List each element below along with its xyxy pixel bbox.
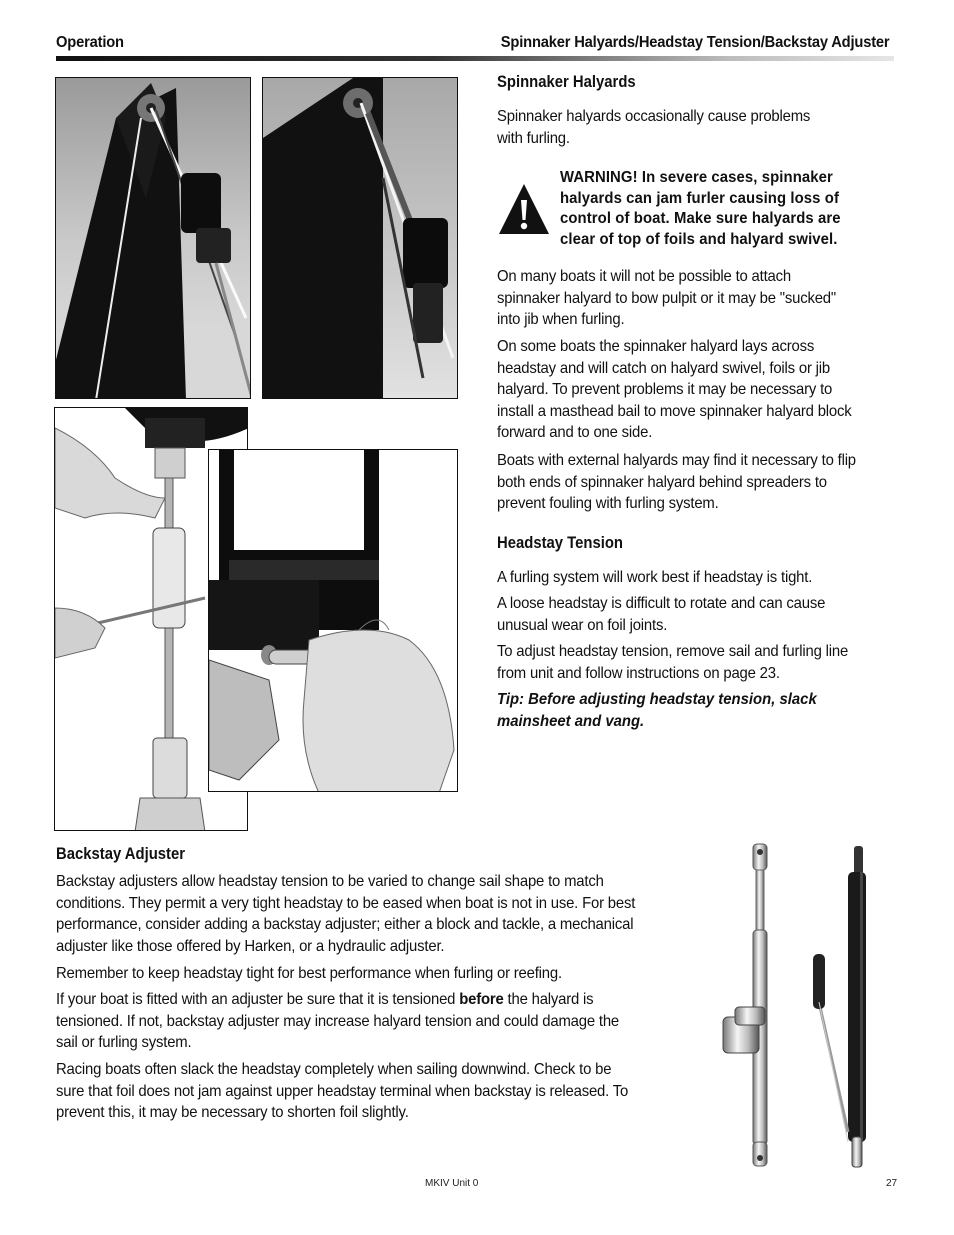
backstay-paragraph-3: [56, 989, 633, 1054]
spinnaker-paragraph-2: On some boats the spinnaker halyard lays across headstay and will catch on halyard swivel, foils or jib halyard. To prevent problems it may be necessary to install a masthead bail to move spinnaker halyard block forward and to one side.: [497, 338, 852, 441]
warning-triangle-icon: [497, 182, 551, 236]
spinnaker-paragraph-3: Boats with external halyards may find it necessary to flip both ends of spinnaker halyard behind spreaders to prevent fouling with furling system.: [497, 452, 856, 512]
headstay-paragraph-3: To adjust headstay tension, remove sail and furling line from unit and follow instructions on page 23.: [497, 643, 849, 682]
headstay-paragraph-2: A loose headstay is difficult to rotate and can cause unusual wear on foil joints.: [497, 595, 826, 634]
backstay-adjuster-products-image: [715, 842, 885, 1172]
header-page-title: Spinnaker Halyards/Headstay Tension/Backstay Adjuster: [500, 34, 889, 51]
backstay-paragraph-2: Remember to keep headstay tight for best performance when furling or reefing.: [56, 965, 562, 982]
headstay-tip: Tip: Before adjusting headstay tension, slack mainsheet and vang.: [497, 691, 817, 730]
headstay-paragraph-1: A furling system will work best if headstay is tight.: [497, 569, 813, 586]
spinnaker-heading: Spinnaker Halyards: [497, 73, 636, 91]
warning-text: WARNING! In severe cases, spinnaker halyards can jam furler causing loss of control of boat. Make sure halyards are clear of top of foils and halyard swivel.: [560, 169, 841, 248]
backstay-heading: Backstay Adjuster: [56, 845, 186, 863]
masthead-halyard-photo-2: [262, 77, 458, 399]
spinnaker-intro: Spinnaker halyards occasionally cause problems with furling.: [497, 108, 811, 147]
header-rule: [56, 56, 894, 61]
clevis-pin-photo: [208, 449, 458, 792]
backstay-paragraph-3-end: the halyard is tensioned. If not, backstay adjuster may increase halyard tension and could damage the sail or furling system.: [56, 991, 620, 1051]
backstay-paragraph-4: Racing boats often slack the headstay completely when sailing downwind. Check to be sure that foil does not jam against upper headstay terminal when backstay is released. To prevent this, it may be necessary to shorten foil slightly.: [56, 1061, 629, 1121]
backstay-paragraph-1: Backstay adjusters allow headstay tension to be varied to change sail shape to match conditions. They permit a very tight headstay to be eased when boat is not in use. For best performance, consider adding a backstay adjuster; either a block and tackle, a mechanical adjuster like those offered by Harken, or a hydraulic adjuster.: [56, 873, 636, 955]
spinnaker-paragraph-1: On many boats it will not be possible to attach spinnaker halyard to bow pulpit or it may be "sucked" into jib when furling.: [497, 268, 836, 328]
masthead-halyard-photo-1: [55, 77, 251, 399]
header-section-label: Operation: [56, 34, 124, 51]
page-number: 27: [886, 1178, 898, 1189]
backstay-paragraph-3-bold: before: [459, 991, 504, 1008]
backstay-paragraph-3-start: If your boat is fitted with an adjuster be sure that it is tensioned: [56, 991, 460, 1008]
footer-document-id: MKIV Unit 0: [425, 1178, 479, 1189]
headstay-heading: Headstay Tension: [497, 534, 623, 552]
